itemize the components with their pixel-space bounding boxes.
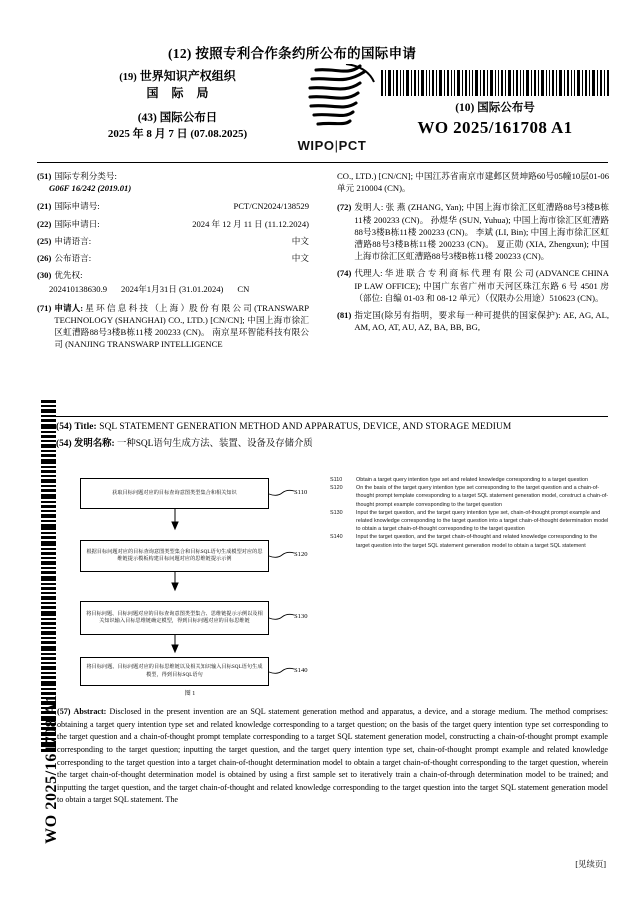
flow-box-text: 将目标问题、目标问题对应的目标思维链以及相关知识输入目标SQL语句生成模型，得到目标SQL语句 (86, 664, 263, 678)
org-bureau: 国 际 局 (146, 86, 214, 101)
field-code: (25) (37, 235, 52, 246)
applicant-text: 星 环 信 息 科 技 （上 海 ）股 份 有 限 公 司 (TRANSWARP TECHNOLOGY (SHANGHAI) CO., LTD.) [CN/CN]; 中国上海市徐汇区虹漕路88号3楼B栋11楼 200233 (CN)。 南京星环智能科技有限公司 (NANJING TRANSWARP INTELLIGENCE (54, 302, 309, 350)
wipo-logo-text (286, 138, 378, 153)
wipo-organization-block (70, 68, 285, 143)
priority-claim (37, 283, 309, 295)
field-code: (21) (37, 201, 52, 212)
step-id: S130 (330, 509, 343, 516)
field-label: 指定国(除另有指明，要求每一种可提供的国家保护): (354, 310, 561, 321)
field-25 (37, 235, 309, 247)
priority-country: CN (237, 284, 250, 295)
logo-divider: | (334, 138, 339, 153)
figure-1-flowchart (60, 470, 320, 700)
ipc-class: G06F 16/242 (2019.01) (49, 183, 132, 194)
field-81 (337, 309, 609, 333)
title-divider (56, 416, 608, 417)
field-code: (30) (37, 270, 52, 281)
applicant-continuation (337, 170, 609, 194)
field-label: 国际专利分类号: (54, 171, 117, 181)
agent-text: 华 进 联 合 专 利 商 标 代 理 有 限 公 司 (ADVANCE CHINA IP LAW OFFICE); 中国广东省广州市天河区珠江东路 6 号 4501 房（部位: 自编 01-03 和 08-12 单元）（仅限办公用途）510623 (CN)。 (354, 268, 609, 303)
title-chinese: 一种SQL语句生成方法、装置、设备及存储介质 (116, 438, 313, 449)
field-21 (37, 200, 309, 212)
flow-box-text: 根据目标问题对应的目标查询意图类型集合和目标SQL语句生成模型对应的思维链提示模板构建目标问题对应的思维链提示示例 (86, 548, 263, 562)
pub-no-code: (10) (455, 102, 475, 114)
abstract-code: (57) (57, 707, 71, 716)
flow-box-s140 (80, 657, 269, 686)
publication-number-block (381, 99, 609, 138)
abstract-block (57, 706, 608, 807)
field-code: (22) (37, 218, 52, 229)
pub-no-label: 国际公布号 (477, 102, 535, 114)
title-block (56, 420, 609, 453)
application-number: PCT/CN2024/138529 (233, 201, 309, 212)
wipo-globe-icon (286, 64, 378, 138)
title-code-zh: (54) (56, 438, 72, 449)
field-code: (81) (337, 310, 352, 321)
title-english: SQL STATEMENT GENERATION METHOD AND APPARATUS, DEVICE, AND STORAGE MEDIUM (99, 422, 512, 432)
flow-box-text: 将目标问题、目标问题对应的目标查询意图类型集合、思维链提示示例以及相关知识输入目标思维链确定模型，得到目标问题对应的目标思维链 (86, 610, 263, 624)
field-code: (72) (337, 202, 352, 213)
wipo-logo (286, 64, 378, 162)
flow-step-label-s110: S110 (294, 489, 308, 496)
step-item (330, 533, 610, 549)
field-label: 申请人: (54, 302, 84, 313)
field-30 (37, 269, 309, 281)
flow-step-label-s120: S120 (294, 551, 308, 558)
field-code: (71) (37, 302, 52, 313)
field-label: 优先权: (54, 270, 83, 281)
flow-box-s130 (80, 601, 269, 635)
step-text: Obtain a target query intention type set and related knowledge corresponding to a target question (356, 477, 588, 483)
logo-wipo-word: WIPO (297, 138, 335, 153)
abstract-label: Abstract: (73, 707, 107, 716)
pub-date-value: 2025 年 8 月 7 日 (07.08.2025) (107, 128, 248, 141)
field-label: 公布语言: (54, 253, 92, 264)
header-divider (37, 162, 608, 163)
priority-date: 2024年1月31日 (31.01.2024) (121, 284, 224, 295)
title-label-zh: 发明名称: (73, 438, 115, 449)
field-label: 发明人: (354, 202, 384, 213)
field-71 (37, 302, 309, 351)
biblio-left-column (37, 170, 309, 355)
step-id: S120 (330, 485, 343, 492)
step-id: S110 (330, 477, 343, 483)
field-22 (37, 218, 309, 230)
designated-states-text: AE, AG, AL, AM, AO, AT, AU, AZ, BA, BB, BG, (354, 310, 609, 333)
step-text: Input the target question, and the target chain-of-thought and related knowledge corresponding to the target question into the target SQL statement generation model to obtain a target SQL statement (356, 534, 598, 549)
step-id: S140 (330, 534, 343, 541)
applicant-continuation-text: CO., LTD.) [CN/CN]; 中国江苏省南京市建邺区贤坤路60号05幢10层01-06单元 210004 (CN)。 (337, 171, 609, 194)
field-code: (51) (37, 171, 52, 181)
field-74 (337, 267, 609, 304)
logo-pct-word: PCT (338, 138, 367, 153)
org-code: (19) (119, 72, 137, 83)
flow-box-text: 获取目标问题对应的目标查询意图类型集合和相关知识 (112, 489, 237, 496)
inventors-text: 张 燕 (ZHANG, Yan); 中国上海市徐汇区虹漕路88号3楼B栋11楼 200233 (CN)。 孙煜华 (SUN, Yuhua); 中国上海市徐汇区虹漕路88号3楼B栋11楼 200233 (CN)。 李斌 (LI, Bin); 中国上海市徐汇区虹漕路88号3楼B栋11楼 200233 (CN)。 夏正勋 (XIA, Zhengxun); 中国上海市徐汇区虹漕路88号3楼B栋11楼 200233 (CN)。 (354, 202, 609, 262)
step-item (330, 484, 610, 509)
field-code: (26) (37, 253, 52, 264)
field-code: (74) (337, 268, 352, 279)
flow-box-s120 (80, 540, 269, 572)
step-text: On the basis of the target query intention type set corresponding to the target question and a chain-of-thought prompt template corresponding to a target SQL statement generation model, construct a chain-of-thought prompt example corresponding to the target question (356, 485, 609, 508)
step-item (330, 476, 610, 484)
page-header (0, 42, 640, 162)
field-26 (37, 252, 309, 264)
title-code-en: (54) (56, 422, 73, 432)
org-name: 世界知识产权组织 (139, 69, 236, 83)
flow-box-s110 (80, 478, 269, 509)
pub-date-label: 国际公布日 (159, 111, 218, 124)
field-label: 申请语言: (54, 235, 92, 246)
step-text: Input the target question, and the target query intention type set, chain-of-thought prompt example and related knowledge corresponding to the target question into a target chain-of-thought determination model to obtain a target chain-of-thought corresponding to the target question (356, 509, 609, 533)
title-english-line (56, 420, 609, 436)
filing-language: 中文 (291, 235, 309, 246)
flow-step-label-s130: S130 (294, 613, 308, 620)
figure-caption: 图 1 (184, 691, 196, 697)
publication-barcode (381, 70, 609, 96)
field-label: 国际申请号: (54, 201, 100, 212)
biblio-right-column (337, 170, 609, 338)
pub-date-code: (43) (137, 111, 157, 124)
field-label: 代理人: (354, 268, 383, 279)
field-label: 国际申请日: (54, 218, 100, 229)
title-chinese-line (56, 437, 609, 453)
publication-kind-line: (12) 按照专利合作条约所公布的国际申请 (168, 46, 417, 61)
abstract-text: Disclosed in the present invention are an SQL statement generation method and apparatus, a device, and a storage medium. The method comprises: obtaining a target query intention type set and related knowledge corresponding to a target question; on the basis of the target query intention type set corresponding to the target question and a chain-of-thought prompt template corresponding to a target SQL statement generation model, constructing a chain-of-thought prompt example corresponding to the target question; inputting the target question, and the target query intention type set, chain-of-thought prompt example and related knowledge corresponding to the target question into a target chain-of-thought determination model to obtain a target chain-of-thought corresponding to the target question, wherein the target chain-of-thought determination model is obtained by using a first sample set to iteratively train a chain-of-through determination model to be trained; and inputting the target question, and the target chain-of-thought and related knowledge corresponding to the target question into the target SQL statement generation model to obtain a target SQL statement. The (57, 707, 608, 805)
spine-publication-number: WO 2025/161708 A1 (43, 694, 60, 844)
pub-no-value: WO 2025/161708 A1 (417, 118, 573, 137)
field-72 (337, 201, 609, 262)
figure-step-descriptions (330, 476, 610, 550)
flow-step-label-s140: S140 (294, 667, 308, 674)
application-date: 2024 年 12 月 11 日 (11.12.2024) (192, 218, 309, 229)
field-51 (37, 170, 309, 182)
step-item (330, 509, 610, 534)
continued-note: [见续页] (575, 860, 606, 869)
publication-language: 中文 (291, 253, 309, 264)
priority-number: 202410138630.9 (49, 284, 108, 295)
title-label-en: Title: (74, 422, 97, 432)
